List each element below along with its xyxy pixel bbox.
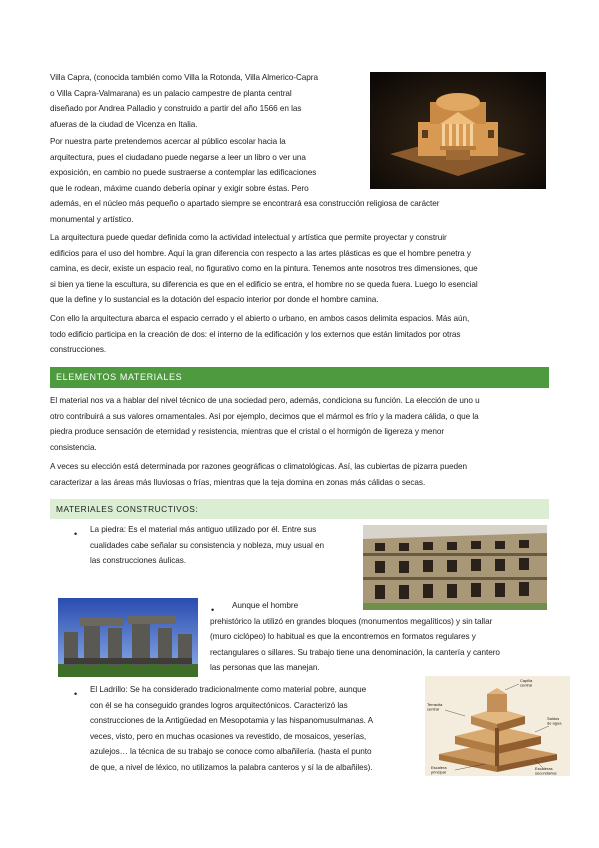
- text-line: Villa Capra, (conocida también como Villa la Rotonda, Villa Almerico-Capra: [50, 73, 318, 82]
- text-line: El Ladrillo: Se ha considerado tradicionalmente como material pobre, aunque: [90, 685, 367, 694]
- text-line: Por nuestra parte pretendemos acercar al público escolar hacia la: [50, 137, 286, 146]
- text-line: además, en el núcleo más pequeño o apartado siempre se encontrará esa construcción religiosa de carácter: [50, 199, 440, 209]
- bullet-stone: •: [74, 529, 78, 539]
- stonehenge-photo: [58, 598, 198, 677]
- text-line: caracterizar a las áreas más lluviosas o frías, mientras que la teja domina en zonas más cálidas o secas.: [50, 477, 426, 487]
- subheading-construction-materials: MATERIALES CONSTRUCTIVOS:: [50, 499, 549, 519]
- text-line: monumental y artístico.: [50, 214, 134, 224]
- bullet-prehistoric: •: [211, 605, 215, 615]
- text-line: rectangulares o sillares. Su trabajo tiene una denominación, la cantería y cantero: [210, 647, 500, 657]
- paragraph-space: [50, 311, 469, 358]
- text-line: edificios para el uso del hombre. Aquí la gran diferencia con respecto a las artes plásticas es que el hombre penetra y: [50, 248, 471, 258]
- text-line: afueras de la ciudad de Vicenza en Italia.: [50, 119, 198, 129]
- text-line: construcciones de la Antigüedad en Mesopotamia y las hispanomusulmanas. A: [90, 716, 374, 726]
- text-line: diseñado por Andrea Palladio y construido a partir del año 1566 en las: [50, 104, 302, 114]
- text-line: La piedra: Es el material más antiguo utilizado por él. Entre sus: [90, 525, 317, 534]
- text-line: de que, a nivel de léxico, no utilizamos la palabra canteros y sí la de albañiles).: [90, 762, 373, 772]
- text-line: La arquitectura puede quedar definida como la actividad intelectual y artística que permite proyectar y construir: [50, 233, 447, 242]
- text-line: si bien ya tiene la escultura, su diferencia es que en el edificio se entra, el hombre no se queda fuera. Luego lo esencial: [50, 279, 478, 289]
- ziggurat-label-left-2: central: [427, 706, 440, 712]
- bullet-brick: •: [74, 689, 78, 699]
- text-line: Con ello la arquitectura abarca el espacio cerrado y el abierto o urbano, en ambos casos delimita espacios. Más aún,: [50, 314, 470, 323]
- text-line: Aunque el hombre: [232, 601, 299, 610]
- text-line: camina, es decir, existe un espacio real, no figurativo como en la pintura. Tenemos ante nosotros tres dimensiones, que: [50, 264, 478, 274]
- text-line: otro contribuirá a sus valores ornamentales. Así por ejemplo, decimos que el mármol es frío y la madera cálida, o que la: [50, 411, 479, 421]
- ziggurat-label-bottom-right-2: secundarias: [535, 770, 557, 776]
- text-line: construcciones.: [50, 345, 107, 355]
- text-line: exposición, en cambio no puede sustraerse a contemplar las edificaciones: [50, 168, 317, 178]
- paragraph-public: [50, 134, 439, 228]
- paragraph-climate: [50, 459, 467, 490]
- ziggurat-illustration: [425, 676, 570, 776]
- ziggurat-label-top: Capilla: [520, 678, 533, 683]
- text-line: prehistórico la utilizó en grandes bloques (monumentos megalíticos) y sin tallar: [210, 616, 493, 626]
- text-line: cualidades cabe señalar su consistencia y nobleza, muy usual en: [90, 540, 324, 550]
- text-line: todo edificio participa en la creación de dos: el interno de la edificación y los externos que están limitados por otras: [50, 329, 461, 339]
- text-line: (muro ciclópeo) lo habitual es que la encontremos en formatos regulares y: [210, 632, 476, 642]
- text-line: piedra produce sensación de eternidad y resistencia, mientras que el cristal o el hormigón de ligereza y menor: [50, 427, 445, 437]
- item-prehistoric: [210, 598, 500, 676]
- paragraph-definition: [50, 230, 478, 308]
- ziggurat-label-bottom-right: Escaleras: [535, 766, 553, 771]
- text-line: que la define y lo sustancial es la dotación del espacio interior por donde el hombre camina.: [50, 295, 379, 305]
- intro-paragraph: [50, 70, 318, 132]
- text-line: azulejos… la técnica de su trabajo se conoce como albañilería. (hasta el punto: [90, 747, 372, 757]
- ziggurat-label-bottom-left-2: principal: [431, 769, 446, 775]
- item-brick: [90, 682, 373, 776]
- item-stone: [90, 522, 324, 569]
- text-line: las construcciones áulicas.: [90, 556, 187, 566]
- text-line: las personas que las manejan.: [210, 663, 320, 673]
- text-line: El material nos va a hablar del nivel técnico de una sociedad pero, además, condiciona su función. La elección de uno u: [50, 396, 480, 405]
- ziggurat-label-left: Terracita: [427, 702, 443, 707]
- text-line: A veces su elección está determinada por razones geográficas o climatológicas. Así, las cubiertas de pizarra pueden: [50, 462, 468, 471]
- text-line: que le rodean, máxime cuando debería opinar y exigir sobre éstas. Pero: [50, 183, 309, 193]
- text-line: arquitectura, pues el ciudadano puede negarse a leer un libro o ver una: [50, 152, 306, 162]
- paragraph-material: [50, 393, 480, 455]
- ziggurat-label-right-2: de agua: [547, 720, 562, 726]
- text-line: o Villa Capra-Valmarana) es un palacio campestre de planta central: [50, 88, 292, 98]
- text-line: veces, visto, pero en muchas ocasiones va revestido, de mosaicos, yeserías,: [90, 731, 367, 741]
- text-line: consistencia.: [50, 442, 97, 452]
- text-line: con él se ha conseguido grandes logros arquitectónicos. Caracterizó las: [90, 700, 348, 710]
- section-heading-materials: ELEMENTOS MATERIALES: [50, 367, 549, 388]
- ziggurat-label-top-2: central: [520, 682, 533, 688]
- ziggurat-label-right: Saldos: [547, 716, 560, 721]
- ziggurat-label-bottom-left: Escalera: [431, 765, 447, 770]
